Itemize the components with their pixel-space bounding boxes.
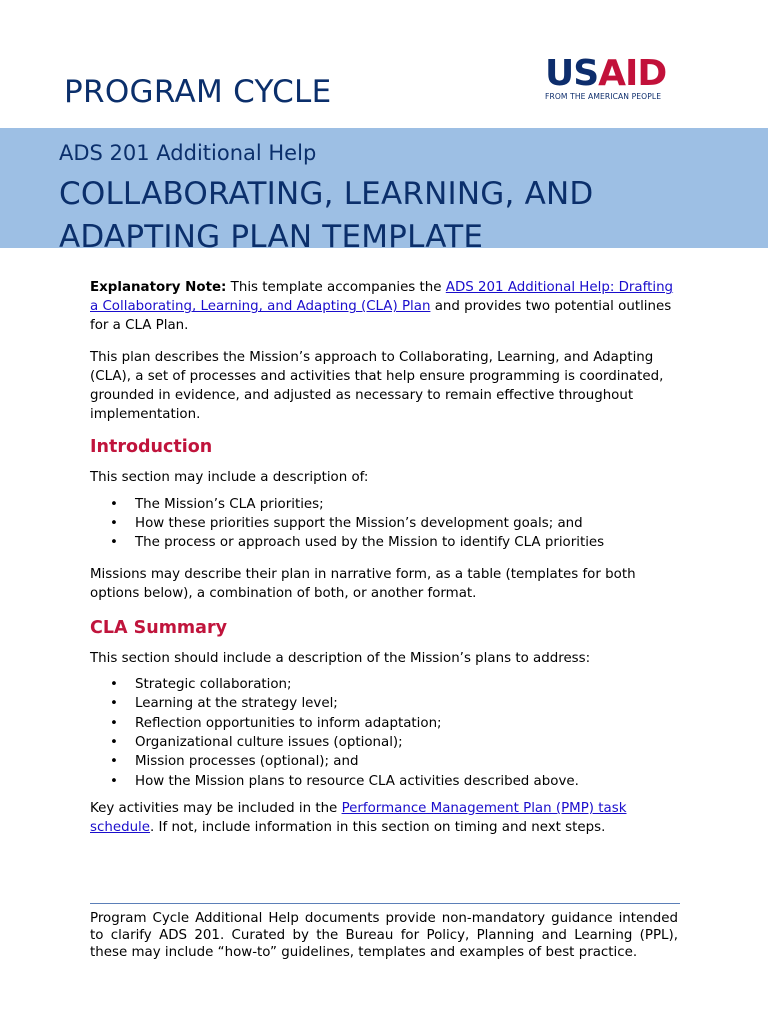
bullet-icon: • [110, 496, 118, 512]
banner-subtitle: ADS 201 Additional Help [59, 141, 317, 165]
explanatory-text-after: and provides two potential outlines for a CLA Plan. [90, 299, 672, 334]
plan-description: This plan describes the Mission’s approach to Collaborating, Learning, and Adapting (CLA), a set of processes and activities that help ensure programming is coordinated, grounded in evidence, and adjusted as necessary to remain effective throughout implementation. [90, 349, 664, 423]
bullet-icon: • [110, 715, 118, 731]
bullet-icon: • [110, 735, 118, 751]
bullet-icon: • [110, 515, 118, 531]
list-item-text: Strategic collaboration; [135, 677, 292, 693]
logo-tagline: FROM THE AMERICAN PEOPLE [545, 92, 662, 101]
program-cycle-header: PROGRAM CYCLE [64, 74, 332, 110]
list-item-text: The Mission’s CLA priorities; [135, 496, 324, 512]
list-item [90, 495, 680, 514]
list-item [90, 514, 680, 533]
explanatory-label: Explanatory Note: [90, 280, 227, 295]
bullet-icon: • [110, 535, 118, 551]
list-item-text: How these priorities support the Mission’s development goals; and [135, 515, 583, 531]
list-item [90, 752, 680, 771]
list-item-text: How the Mission plans to resource CLA activities described above. [135, 773, 579, 789]
usaid-logo-wordmark [545, 53, 675, 94]
list-item [90, 694, 680, 713]
closing-text-after: . If not, include information in this section on timing and next steps. [150, 820, 606, 836]
bullet-icon: • [110, 773, 118, 789]
list-item [90, 714, 680, 733]
title-line-2: ADAPTING PLAN TEMPLATE [59, 219, 484, 248]
list-item-text: Learning at the strategy level; [135, 696, 338, 712]
usaid-logo [545, 53, 675, 101]
explanatory-note [90, 278, 680, 336]
cla-summary-closing [90, 799, 680, 837]
cla-summary-lead: This section should include a description of the Mission’s plans to address: [90, 650, 591, 666]
footer-note: Program Cycle Additional Help documents provide non-mandatory guidance intended to clarify ADS 201. Curated by the Bureau for Policy, Planning and Learning (PPL), these may include “how-to” guidelines, templates and examples of best practice. [90, 911, 678, 960]
list-item-text: Organizational culture issues (optional); [135, 735, 403, 751]
list-item-text: Mission processes (optional); and [135, 754, 359, 770]
document-title [59, 173, 593, 248]
list-item [90, 772, 680, 791]
introduction-list [90, 495, 680, 553]
list-item [90, 733, 680, 752]
title-banner [0, 128, 768, 248]
list-item [90, 675, 680, 694]
title-line-1: COLLABORATING, LEARNING, AND [59, 176, 594, 212]
introduction-lead: This section may include a description of: [90, 470, 369, 486]
pmp-task-schedule-link[interactable]: Performance Management Plan (PMP) task schedule [90, 800, 627, 836]
ads-201-help-link[interactable]: ADS 201 Additional Help: Drafting a Collaborating, Learning, and Adapting (CLA) Plan [90, 280, 674, 315]
introduction-closing: Missions may describe their plan in narrative form, as a table (templates for both options below), a combination of both, or another format. [90, 566, 636, 601]
document-body [90, 278, 680, 849]
list-item-text: Reflection opportunities to inform adaptation; [135, 715, 442, 731]
footer-divider [90, 903, 680, 904]
logo-aid: AID [598, 53, 667, 94]
closing-text-before: Key activities may be included in the [90, 800, 342, 816]
logo-us: US [545, 53, 599, 94]
explanatory-text-before: This template accompanies the [226, 280, 446, 295]
bullet-icon: • [110, 754, 118, 770]
list-item-text: The process or approach used by the Mission to identify CLA priorities [135, 535, 605, 551]
bullet-icon: • [110, 677, 118, 693]
bullet-icon: • [110, 696, 118, 712]
list-item [90, 533, 680, 552]
introduction-heading: Introduction [90, 437, 213, 458]
cla-summary-list [90, 675, 680, 791]
cla-summary-heading: CLA Summary [90, 617, 228, 638]
